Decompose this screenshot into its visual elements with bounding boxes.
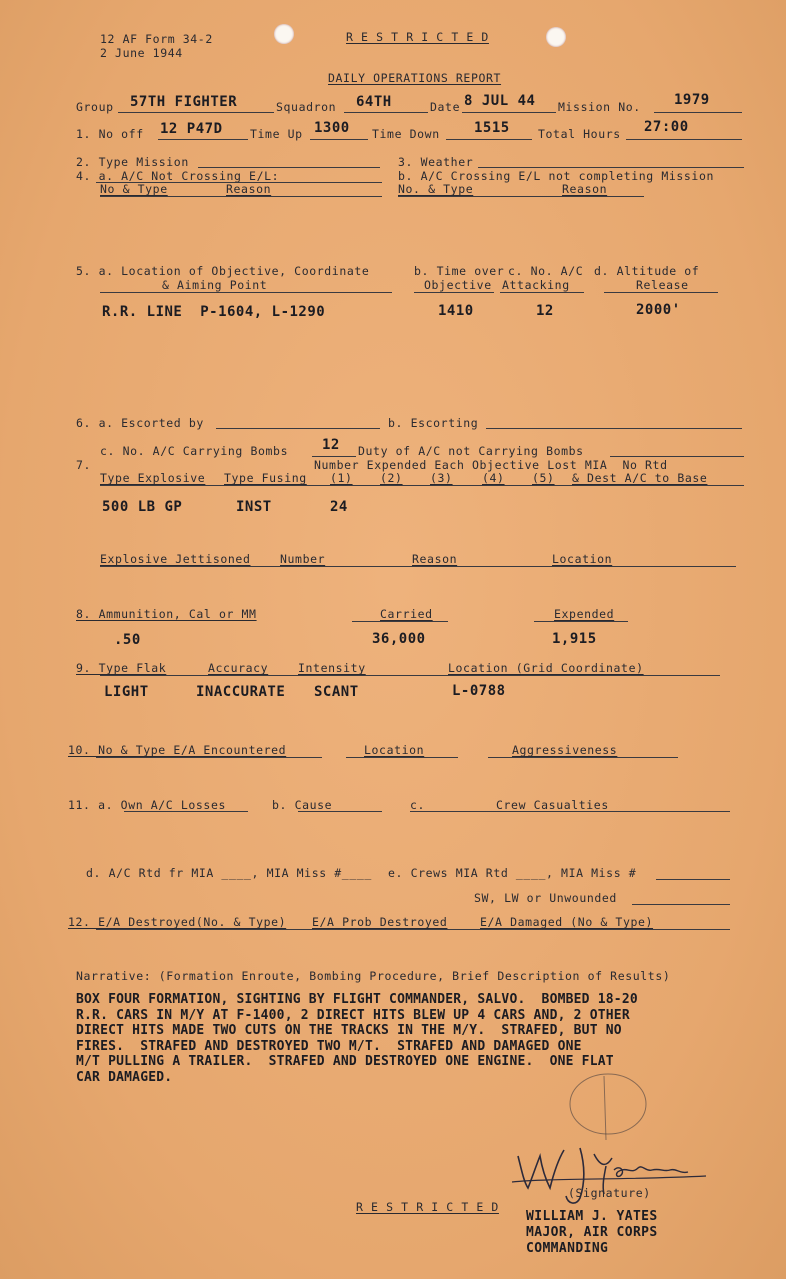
total-hours-label: Total Hours: [538, 127, 621, 141]
signature-label: (Signature): [568, 1186, 651, 1200]
flak-location-label: Location (Grid Coordinate): [448, 661, 644, 675]
signer-role: COMMANDING: [526, 1241, 609, 1256]
no-ac-label: c. No. A/C: [508, 264, 584, 278]
form-id: 12 AF Form 34-2: [100, 32, 213, 46]
number-expended-label: Number Expended Each Objective Lost MIA No Rtd: [314, 458, 668, 472]
ammunition-label: 8. Ammunition, Cal or MM: [76, 607, 257, 621]
ac-rtd-label: d. A/C Rtd fr MIA ____, MIA Miss #____: [86, 866, 372, 880]
losses-label: 11. a. Own A/C Losses: [68, 798, 226, 812]
date-label: Date: [430, 100, 461, 114]
type-explosive-label: Type Explosive: [100, 471, 206, 485]
date-value: 8 JUL 44: [464, 93, 536, 109]
narrative-line: DIRECT HITS MADE TWO CUTS ON THE TRACKS IN THE M/Y. STRAFED, BUT NO: [76, 1023, 622, 1038]
weather-label: 3. Weather: [398, 155, 474, 169]
form-date: 2 June 1944: [100, 46, 183, 60]
cause-label: b. Cause: [272, 798, 333, 812]
classification-bottom: R E S T R I C T E D: [356, 1200, 499, 1214]
narrative-label: Narrative: (Formation Enroute, Bombing Procedure, Brief Description of Results): [76, 969, 671, 983]
carrying-label: c. No. A/C Carrying Bombs: [100, 444, 289, 458]
not-crossing-label: 4. a. A/C Not Crossing E/L:: [76, 169, 280, 183]
jett-reason-label: Reason: [412, 552, 458, 566]
narrative-line: FIRES. STRAFED AND DESTROYED TWO M/T. STRAFED AND DAMAGED ONE: [76, 1038, 582, 1054]
carried-label: Carried: [380, 607, 433, 621]
escorted-label: 6. a. Escorted by: [76, 416, 204, 430]
attacking-value: 12: [536, 303, 554, 319]
signer-rank: MAJOR, AIR CORPS: [526, 1225, 658, 1240]
col-3: (3): [430, 471, 453, 485]
fusing-value: INST: [236, 499, 272, 515]
handwritten-signature: [510, 1142, 710, 1212]
escorting-label: b. Escorting: [388, 416, 479, 430]
crew-casualties-label: Crew Casualties: [496, 798, 609, 812]
classification-top: R E S T R I C T E D: [346, 30, 489, 44]
expended-label: Expended: [554, 607, 615, 621]
crews-mia-label: e. Crews MIA Rtd ____, MIA Miss #: [388, 866, 637, 880]
wounded-label: SW, LW or Unwounded: [474, 891, 617, 905]
release-label: Release: [636, 278, 689, 292]
caliber-value: .50: [114, 632, 141, 648]
c-label: c.: [410, 798, 426, 812]
narrative-line: R.R. CARS IN M/Y AT F-1400, 2 DIRECT HITS BLEW UP 4 CARS AND, 2 OTHER: [76, 1007, 630, 1023]
time-over-label: b. Time over: [414, 264, 505, 278]
objective-label: 5. a. Location of Objective, Coordinate: [76, 264, 370, 278]
narrative-line: BOX FOUR FORMATION, SIGHTING BY FLIGHT COMMANDER, SALVO. BOMBED 18-20: [76, 992, 638, 1007]
number-value: 24: [330, 499, 348, 515]
col-2: (2): [380, 471, 403, 485]
flak-location-value: L-0788: [452, 683, 506, 699]
narrative-line: M/T PULLING A TRAILER. STRAFED AND DESTROYED ONE ENGINE. ONE FLAT: [76, 1054, 614, 1069]
altitude-value: 2000': [636, 302, 681, 318]
aiming-point-label: & Aiming Point: [162, 278, 268, 292]
jettisoned-label: Explosive Jettisoned: [100, 552, 251, 566]
type-mission-label: 2. Type Mission: [76, 155, 189, 169]
time-down-label: Time Down: [372, 127, 440, 141]
col-4: (4): [482, 471, 505, 485]
expended-value: 1,915: [552, 631, 597, 647]
jett-number-label: Number: [280, 552, 326, 566]
reason-a: Reason: [226, 182, 272, 196]
group-label: Group: [76, 100, 114, 114]
altitude-label: d. Altitude of: [594, 264, 700, 278]
aircraft-value: 12 P47D: [160, 121, 223, 137]
total-hours-value: 27:00: [644, 119, 689, 135]
time-up-label: Time Up: [250, 127, 303, 141]
objective-sub-label: Objective: [424, 278, 492, 292]
aggressiveness-label: Aggressiveness: [512, 743, 618, 757]
carried-value: 36,000: [372, 631, 426, 647]
type-fusing-label: Type Fusing: [224, 471, 307, 485]
punch-hole-left: [274, 24, 294, 44]
punch-hole-right: [546, 27, 566, 47]
flak-accuracy-value: INACCURATE: [196, 684, 286, 700]
jett-location-label: Location: [552, 552, 613, 566]
ea-prob-label: E/A Prob Destroyed: [312, 915, 448, 929]
pencil-circle-mark: [548, 1066, 668, 1146]
mission-value: 1979: [674, 92, 710, 108]
squadron-label: Squadron: [276, 100, 337, 114]
carrying-value: 12: [322, 437, 340, 453]
accuracy-label: Accuracy: [208, 661, 269, 675]
crossing-label: b. A/C Crossing E/L not completing Mission: [398, 169, 714, 183]
report-title: DAILY OPERATIONS REPORT: [328, 71, 502, 85]
intensity-label: Intensity: [298, 661, 366, 675]
narrative-line: CAR DAMAGED.: [76, 1069, 173, 1085]
col-5: (5): [532, 471, 555, 485]
col-1: (1): [330, 471, 353, 485]
no-type-a: No & Type: [100, 182, 168, 196]
squadron-value: 64TH: [356, 94, 392, 110]
aircraft-label: 1. No off: [76, 127, 144, 141]
time-down-value: 1515: [474, 120, 510, 136]
dest-label: & Dest A/C to Base: [572, 471, 708, 485]
mission-label: Mission No.: [558, 100, 641, 114]
time-up-value: 1300: [314, 120, 350, 136]
ea-damaged-label: E/A Damaged (No & Type): [480, 915, 654, 929]
ea-encountered-label: 10. No & Type E/A Encountered: [68, 743, 287, 757]
explosive-value: 500 LB GP: [102, 499, 183, 515]
row7-number: 7.: [76, 458, 92, 472]
group-value: 57TH FIGHTER: [130, 94, 238, 110]
signer-name: WILLIAM J. YATES: [526, 1209, 658, 1224]
duty-label: Duty of A/C not Carrying Bombs: [358, 444, 584, 458]
attacking-label: Attacking: [502, 278, 570, 292]
objective-location: R.R. LINE P-1604, L-1290: [102, 304, 326, 320]
reason-b: Reason: [562, 182, 608, 196]
flak-intensity-value: SCANT: [314, 684, 359, 700]
flak-type-value: LIGHT: [104, 684, 149, 700]
ea-destroyed-label: 12. E/A Destroyed(No. & Type): [68, 915, 287, 929]
time-over-value: 1410: [438, 303, 474, 319]
no-type-b: No. & Type: [398, 182, 474, 196]
flak-label: 9. Type Flak: [76, 661, 167, 675]
ea-location-label: Location: [364, 743, 425, 757]
